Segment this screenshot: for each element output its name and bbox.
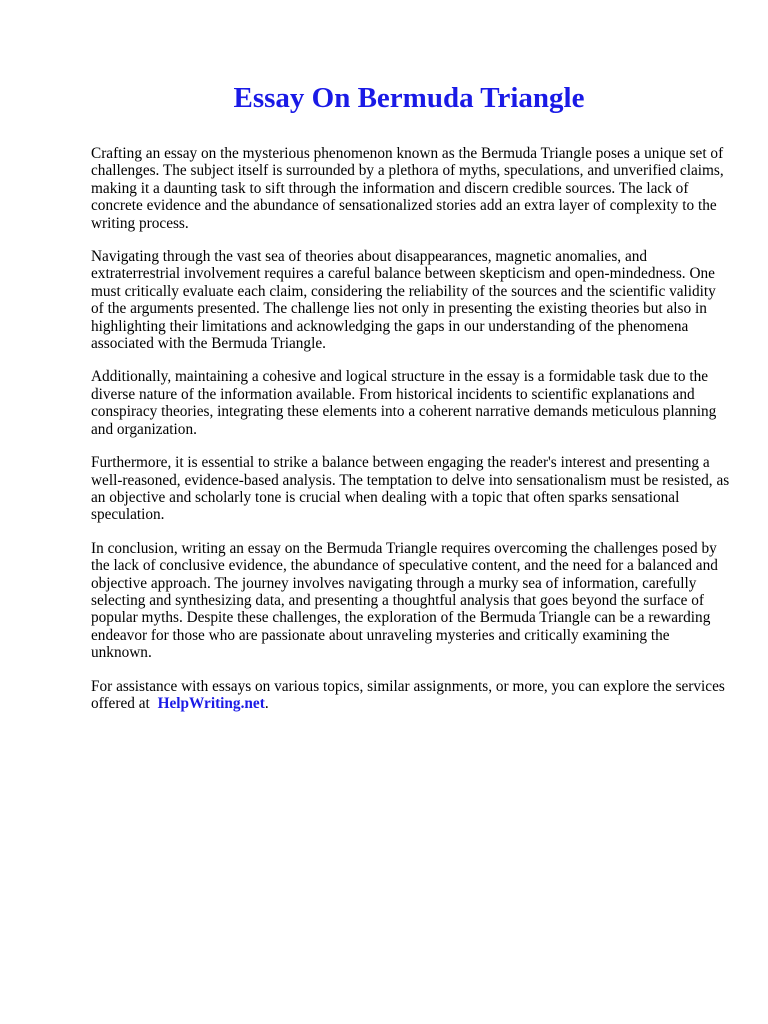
paragraph-2: Navigating through the vast sea of theories about disappearances, magnetic anomalies, and extraterrestrial involvement requires a careful balance between skepticism and open-mindedness. One must critically evaluate each claim, considering the reliability of the sources and the scientific validity of the arguments presented. The challenge lies not only in presenting the existing theories but also in highlighting their limitations and acknowledging the gaps in our understanding of the phenomena associated with the Bermuda Triangle. (91, 248, 716, 353)
closing-period: . (264, 694, 269, 712)
paragraph-1: Crafting an essay on the mysterious phenomenon known as the Bermuda Triangle poses a unique set of challenges. The subject itself is surrounded by a plethora of myths, speculations, and unverified claims, making it a daunting task to sift through the information and discern credible sources. The lack of concrete evidence and the abundance of sensationalized stories add an extra layer of complexity to the writing process. (91, 145, 724, 232)
closing-text: For assistance with essays on various topics, similar assignments, or more, you can explore the services offered at (91, 677, 725, 712)
paragraph-4: Furthermore, it is essential to strike a balance between engaging the reader's interest and presenting a well-reasoned, evidence-based analysis. The temptation to delve into sensationalism must be resisted, as an objective and scholarly tone is crucial when dealing with a topic that often sparks sensational speculation. (91, 454, 730, 524)
essay-body (91, 145, 731, 728)
closing-paragraph (91, 678, 731, 713)
paragraph-3: Additionally, maintaining a cohesive and logical structure in the essay is a formidable task due to the diverse nature of the information available. From historical incidents to scientific explanations and conspiracy theories, integrating these elements into a coherent narrative demands meticulous planning and organization. (91, 368, 717, 438)
paragraph-5: In conclusion, writing an essay on the Bermuda Triangle requires overcoming the challenges posed by the lack of conclusive evidence, the abundance of speculative content, and the need for a balanced and objective approach. The journey involves navigating through a murky sea of information, carefully selecting and synthesizing data, and presenting a thoughtful analysis that goes beyond the surface of popular myths. Despite these challenges, the exploration of the Bermuda Triangle can be a rewarding endeavor for those who are passionate about unraveling mysteries and critically examining the unknown. (91, 539, 718, 662)
helpwriting-link[interactable]: HelpWriting.net (157, 694, 265, 712)
page-title: Essay On Bermuda Triangle (233, 82, 585, 114)
